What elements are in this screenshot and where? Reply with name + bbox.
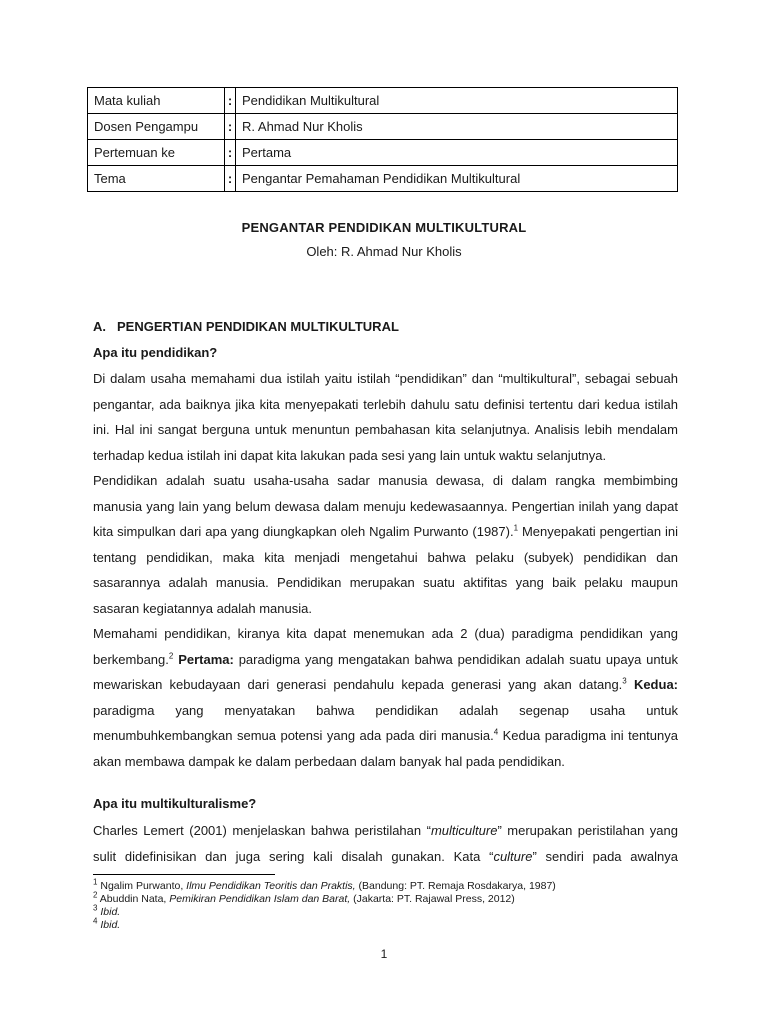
text-run: Pendidikan adalah suatu usaha-usaha sadar manusia dewasa, di dalam rangka membimbing manusia yang lain yang belum dewasa dalam menuju kedewasaannya. Pengertian inilah yang dapat kita simpulkan dari apa yang diungkapkan oleh Ngalim Purwanto (1987). bbox=[93, 473, 678, 539]
paragraph bbox=[93, 468, 678, 621]
row-label: Pertemuan ke bbox=[88, 140, 225, 166]
footnote-ref[interactable]: 2 bbox=[168, 651, 174, 661]
document-author: Oleh: R. Ahmad Nur Kholis bbox=[306, 244, 462, 259]
table-row bbox=[88, 166, 678, 192]
row-value: Pertama bbox=[236, 140, 678, 166]
paragraph bbox=[93, 621, 678, 774]
footnote-number: 2 bbox=[93, 890, 98, 900]
footnotes bbox=[93, 877, 678, 932]
text-run: Memahami pendidikan, kiranya kita dapat menemukan ada 2 (dua) paradigma pendidikan yang berkembang. bbox=[93, 626, 678, 667]
italic-term: Pemikiran Pendidikan Islam dan Barat, bbox=[169, 893, 351, 905]
subheading-pendidikan: Apa itu pendidikan? bbox=[93, 345, 218, 360]
course-info-table bbox=[87, 87, 678, 192]
footnote-item bbox=[93, 877, 678, 893]
italic-term: multiculture bbox=[430, 823, 498, 838]
section-heading bbox=[93, 319, 678, 334]
section-number: A. bbox=[93, 319, 106, 334]
row-separator: : bbox=[225, 140, 236, 166]
text-run: Ngalim Purwanto, bbox=[97, 880, 187, 892]
bold-term: Pertama: bbox=[178, 651, 234, 667]
footnote-number: 1 bbox=[93, 877, 98, 887]
italic-term: Ibid. bbox=[100, 919, 121, 931]
body-text-pendidikan bbox=[93, 366, 678, 774]
text-run: (Bandung: PT. Remaja Rosdakarya, 1987) bbox=[355, 880, 556, 892]
row-separator: : bbox=[225, 166, 236, 192]
row-value: Pengantar Pemahaman Pendidikan Multikultural bbox=[236, 166, 678, 192]
table-row bbox=[88, 114, 678, 140]
text-run: Charles Lemert (2001) menjelaskan bahwa peristilahan “ bbox=[93, 823, 431, 838]
footnote-number: 4 bbox=[93, 916, 98, 926]
document-title: PENGANTAR PENDIDIKAN MULTIKULTURAL bbox=[241, 220, 527, 235]
footnote-ref[interactable]: 3 bbox=[622, 676, 627, 686]
footnote-ref[interactable]: 1 bbox=[513, 523, 519, 533]
footnote-ref[interactable]: 4 bbox=[493, 727, 499, 737]
text-run: Abuddin Nata, bbox=[97, 893, 170, 905]
footnote-item bbox=[93, 916, 678, 932]
footnote-item bbox=[93, 903, 678, 919]
text-run: Menyepakati pengertian ini tentang pendidikan, maka kita menjadi mengetahui bahwa pelaku (subyek) pendidikan dan sasarannya adalah manusia. Pendidikan merupakan suatu aktifitas yang baik pelaku maupun sasaran kegiatannya adalah manusia. bbox=[93, 524, 678, 616]
footnote-divider bbox=[93, 874, 275, 875]
subheading-multikulturalisme: Apa itu multikulturalisme? bbox=[93, 796, 257, 811]
italic-term: culture bbox=[493, 848, 533, 864]
row-separator: : bbox=[225, 114, 236, 140]
row-label: Tema bbox=[88, 166, 225, 192]
text-run: paradigma yang mengatakan bahwa pendidikan adalah suatu upaya untuk mewariskan kebudayaan dari generasi pendahulu kepada generasi yang akan datang. bbox=[93, 651, 678, 692]
text-run: ” sendiri pada awalnya bbox=[532, 848, 678, 864]
italic-term: Ilmu Pendidikan Teoritis dan Praktis, bbox=[186, 880, 356, 892]
section-title: PENGERTIAN PENDIDIKAN MULTIKULTURAL bbox=[117, 319, 399, 334]
row-label: Mata kuliah bbox=[88, 88, 225, 114]
footnote-number: 3 bbox=[93, 903, 98, 913]
row-separator: : bbox=[225, 88, 236, 114]
row-label: Dosen Pengampu bbox=[88, 114, 225, 140]
bold-term: Kedua: bbox=[633, 677, 678, 692]
page-number: 1 bbox=[380, 947, 388, 961]
body-text-multikulturalisme bbox=[93, 818, 678, 872]
paragraph bbox=[93, 818, 678, 872]
table-row bbox=[88, 88, 678, 114]
table-row bbox=[88, 140, 678, 166]
text-run: (Jakarta: PT. Rajawal Press, 2012) bbox=[350, 893, 515, 905]
paragraph: Di dalam usaha memahami dua istilah yaitu istilah “pendidikan” dan “multikultural”, sebagai sebuah pengantar, ada baiknya jika kita menyepakati terlebih dahulu satu definisi tertentu dari kedua istilah ini. Hal ini sangat berguna untuk menuntun pembahasan kita selanjutnya. Analisis lebih mendalam terhadap kedua istilah ini dapat kita lakukan pada sesi yang lain untuk waktu selanjutnya. bbox=[93, 371, 678, 463]
text-run: Kedua paradigma ini tentunya akan membawa dampak ke dalam perbedaan dalam banyak hal pada pendidikan. bbox=[93, 728, 678, 769]
row-value: R. Ahmad Nur Kholis bbox=[236, 114, 678, 140]
text-run: paradigma yang menyatakan bahwa pendidikan adalah segenap usaha untuk menumbuhkembangkan semua potensi yang ada pada diri manusia. bbox=[93, 702, 678, 743]
italic-term: Ibid. bbox=[100, 906, 121, 918]
row-value: Pendidikan Multikultural bbox=[236, 88, 678, 114]
footnote-item bbox=[93, 890, 678, 906]
text-run: ” merupakan peristilahan yang sulit didefinisikan dan juga sering kali disalah gunakan. Kata “ bbox=[93, 823, 678, 864]
